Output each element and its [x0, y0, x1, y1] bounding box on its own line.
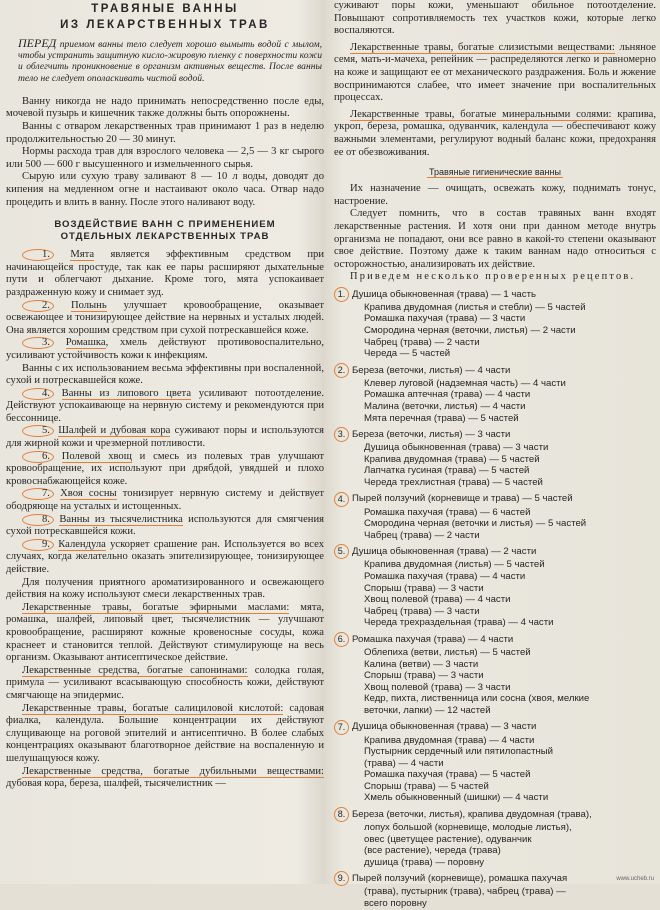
effect-item: [6, 539, 324, 577]
effect-item: [6, 300, 324, 338]
recipe-line: [334, 807, 656, 822]
group-text: крапива, укроп, береза, ромашка, одуванчик, календула — обеспечивают кожу важными элементами, регулируют водный баланс кожи, предохраняя ее от обезвоживания.: [334, 108, 656, 158]
subheading-text: Травяные гигиенические ванны: [429, 167, 561, 178]
recipe-ingredient: Хмель обыкновенный (шишки) — 4 части: [364, 792, 549, 804]
effect-number: 1.: [22, 249, 54, 261]
group-heading: Лекарственные травы, богатые минеральными солями:: [350, 108, 612, 120]
recipe-ingredient: Облепиха (ветви, листья) — 5 частей: [364, 646, 531, 658]
effect-number: 7.: [22, 488, 54, 500]
effect-item: [6, 425, 324, 450]
recipe-ingredient: овес (цветущее растение), одуванчик: [364, 833, 532, 845]
recipe-line: [334, 518, 656, 530]
group-essential-oils: [6, 602, 324, 665]
recipe-number: 4.: [334, 492, 349, 507]
recipe-line: [334, 427, 656, 442]
recipe-line: [334, 735, 656, 747]
recipe-line: [334, 544, 656, 559]
recipe-ingredient: Пустырник сердечный или пятилопастный: [364, 746, 554, 758]
paragraph-purpose: Их назначение — очищать, освежать кожу, поднимать тонус, настроение.: [334, 183, 656, 207]
recipe-ingredient: Ромашка аптечная (трава) — 4 части: [364, 389, 531, 401]
source-watermark: www.ucheb.ru: [616, 876, 654, 882]
recipe-line: [334, 442, 656, 454]
recipe-line: [334, 559, 656, 571]
recipe-ingredient: Лапчатка гусиная (трава) — 5 частей: [364, 465, 530, 477]
effect-item: [6, 451, 324, 489]
recipe-ingredient: Чабрец (трава) — 2 части: [364, 529, 480, 541]
recipe-line: [334, 682, 656, 694]
recipe-7: [334, 720, 656, 805]
effect-number: 8.: [22, 514, 54, 526]
recipe-line: [334, 389, 656, 401]
recipe-line: [334, 769, 656, 781]
effects-list: [6, 249, 324, 576]
recipe-line: [334, 507, 656, 519]
effect-herb: Ванны из тысячелистника: [59, 513, 183, 525]
recipe-ingredient: Чабрец (трава) — 3 части: [364, 605, 480, 617]
recipe-3: [334, 427, 656, 488]
left-column: [6, 0, 324, 884]
recipe-line: [334, 401, 656, 413]
recipe-line: [334, 606, 656, 618]
recipe-line: [334, 746, 656, 758]
effect-herb: Ванны из липового цвета: [61, 387, 192, 399]
effect-herb: Календула: [58, 538, 106, 550]
group-heading: Лекарственные травы, богатые эфирными маслами:: [22, 601, 290, 613]
subheading-hygienic-baths: [334, 167, 656, 177]
recipe-line: [334, 617, 656, 629]
recipe-line: [334, 583, 656, 595]
recipe-9: [334, 871, 656, 909]
recipe-5: [334, 544, 656, 629]
recipe-ingredient: Душица обыкновенная (трава) — 1 часть: [352, 288, 536, 300]
paragraph-norms: Нормы расхода трав для взрослого человека — 2,5 — 3 кг сырого или 500 — 600 г высушенного и измельченного сырья.: [6, 146, 324, 170]
recipe-2: [334, 363, 656, 424]
recipe-line: [334, 378, 656, 390]
recipe-ingredient: Спорыш (трава) — 3 части: [364, 670, 484, 682]
paragraph-preparation: Сырую или сухую траву заливают 8 — 10 л воды, доводят до кипения на медленном огне и настаивают около часа. Отвар надо процедить и влить в ванну. После этого наливают воду.: [6, 171, 324, 208]
tannins-continued: суживают поры кожи, уменьшают обильное потоотделение. Повышают сопротивляемость тех участков кожи, которые легко воспаляются.: [334, 0, 656, 37]
paragraph-mixtures: Для получения приятного ароматизированного и освежающего действия на кожу используют смеси лекарственных трав.: [6, 576, 324, 601]
recipe-line: [334, 632, 656, 647]
recipe-line: [334, 492, 656, 507]
group-heading: Лекарственные травы, богатые салициловой кислотой:: [22, 702, 284, 714]
recipe-line: [334, 857, 656, 869]
group-text: дубовая кора, береза, шалфей, тысячелистник —: [6, 778, 226, 790]
recipe-line: [334, 477, 656, 489]
recipe-ingredient: Крапива двудомная (листья и стебли) — 5 частей: [364, 301, 586, 313]
recipe-line: [334, 693, 656, 705]
effect-text: , хмель действуют противовоспалительно, усиливают устойчивость кожи к инфекциям.: [6, 337, 324, 361]
recipe-number: 2.: [334, 363, 349, 378]
group-text: мята, ромашка, шалфей, липовый цвет, тысячелистник — улучшают кровообращение, расширяют кожные кровеносные сосуды, кожа краснеет и становится теплой. Действуют стимулирующе на весь организм. Оказывают антисептическое действие.: [6, 601, 324, 664]
recipe-line: [334, 871, 656, 886]
recipe-number: 9.: [334, 871, 349, 886]
recipe-1: [334, 287, 656, 360]
effect-text: является эффективным средством при начинающейся простуде, так как ее пары расширяют дыхательные пути и облегчают дыхание. Кроме того, мята успокаивает раздраженную кожу и снимает зуд.: [6, 249, 325, 298]
effect-number: 9.: [22, 539, 54, 551]
recipe-ingredient: Крапива двудомная (листья) — 5 частей: [364, 559, 545, 571]
recipe-ingredient: Береза (веточки, листья), крапива двудомная (трава),: [352, 808, 592, 820]
recipe-ingredient: Крапива двудомная (трава) — 4 части: [364, 734, 535, 746]
effect-herb: Шалфей и дубовая кора: [58, 425, 171, 437]
intro-dropword: ПЕРЕД: [18, 36, 57, 50]
article-title-line2: ИЗ ЛЕКАРСТВЕННЫХ ТРАВ: [60, 19, 270, 31]
recipe-ingredient: душица (трава) — поровну: [364, 856, 485, 868]
recipe-ingredient: Душица обыкновенная (трава) — 3 части: [364, 442, 549, 454]
recipe-ingredient: (трава) — 4 части: [364, 757, 444, 769]
recipe-line: [334, 313, 656, 325]
recipe-line: [334, 325, 656, 337]
section-heading-line1: ВОЗДЕЙСТВИЕ ВАНН С ПРИМЕНЕНИЕМ: [54, 219, 276, 231]
group-text: садовая фиалка, календула. Большие концентрации их действуют слущивающе на роговой эпителий и антисептично. В более слабых концентрациях оказывают благотворное действие на воспаленную и шелушащуюся кожу.: [6, 702, 324, 764]
recipe-6: [334, 632, 656, 717]
recipe-line: [334, 348, 656, 360]
recipe-ingredient: Береза (веточки, листья) — 4 части: [352, 364, 511, 376]
recipe-ingredient: Ромашка пахучая (трава) — 4 части: [352, 633, 514, 645]
recipe-ingredient: Спорыш (трава) — 5 частей: [364, 780, 489, 792]
recipe-ingredient: (все растение), череда (трава): [364, 845, 501, 857]
recipe-ingredient: Ромашка пахучая (трава) — 4 части: [364, 570, 526, 582]
recipe-ingredient: Пырей ползучий (корневище и трава) — 5 частей: [352, 493, 573, 505]
intro-text: приемом ванны тело следует хорошо вымыть водой с мылом, чтобы устранить защитную кисло-жировую пленку с поверхности кожи и облегчить проникновение в организм активных веществ. После ванны тело не следует ополаскивать чистой водой.: [18, 39, 322, 84]
effect-herb: Полевой хвощ: [61, 450, 132, 462]
recipe-ingredient: Чабрец (трава) — 2 части: [364, 336, 480, 348]
group-text: солодка голая, примула — усиливают всасывающую способность кожи, действуют смягчающе на эпидермис.: [6, 664, 325, 701]
recipe-ingredient: Береза (веточки, листья) — 3 части: [352, 428, 511, 440]
group-saponins: [6, 665, 324, 703]
effect-text: улучшает кровообращение, оказывает освежающее и тонизирующее действие на нервных и усталых людей. Она является хорошим средством при сухой потрескавшейся коже.: [6, 299, 324, 336]
recipe-line: [334, 465, 656, 477]
recipe-ingredient: Крапива двудомная (трава) — 5 частей: [364, 453, 540, 465]
recipe-line: [334, 781, 656, 793]
recipe-ingredient: Калина (ветви) — 3 части: [364, 658, 479, 670]
effect-herb: Полынь: [70, 299, 107, 311]
recipe-line: [334, 886, 656, 898]
article-title-line1: ТРАВЯНЫЕ ВАННЫ: [91, 3, 239, 15]
group-mucilage: [334, 42, 656, 105]
effect-item: [6, 514, 324, 539]
recipe-ingredient: (трава), пустырник (трава), чабрец (трава) —: [364, 886, 566, 898]
effect-text: и смесь из полевых трав улучшают кровообращение, их используют при дрябдой, увядшей и плохо кровоснабжающейся коже.: [6, 450, 324, 487]
recipe-ingredient: Душица обыкновенная (трава) — 3 части: [352, 721, 537, 733]
recipe-ingredient: Хвощ полевой (трава) — 3 части: [364, 681, 511, 693]
recipe-ingredient: Ромашка пахучая (трава) — 3 части: [364, 313, 526, 325]
recipe-ingredient: Клевер луговой (надземная часть) — 4 части: [364, 377, 566, 389]
recipe-line: [334, 720, 656, 735]
recipes-list: [334, 287, 656, 910]
recipe-ingredient: Ромашка пахучая (трава) — 6 частей: [364, 506, 531, 518]
recipe-line: [334, 594, 656, 606]
recipe-line: [334, 647, 656, 659]
recipe-ingredient: веточки, лапки) — 12 частей: [364, 704, 491, 716]
recipe-ingredient: Душица обыкновенная (трава) — 2 части: [352, 546, 537, 558]
recipe-number: 7.: [334, 720, 349, 735]
effect-text: ускоряет срашение ран. Используется во всех случаях, когда желательно оказать эпителизирующее, тонизирующее действие.: [6, 538, 324, 575]
recipe-ingredient: Череда — 5 частей: [364, 348, 451, 360]
recipe-ingredient: Смородина черная (веточки, листья) — 2 части: [364, 325, 576, 337]
recipe-line: [334, 287, 656, 302]
effect-number: 2.: [22, 300, 54, 312]
recipe-line: [334, 898, 656, 910]
recipe-ingredient: Череда трехлистная (трава) — 5 частей: [364, 477, 543, 488]
recipe-line: [334, 822, 656, 834]
recipe-ingredient: всего поровну: [364, 898, 427, 910]
effect-text: используются для смягчения сухой потрескавшейся кожи.: [6, 513, 325, 538]
recipe-line: [334, 337, 656, 349]
recipe-line: [334, 413, 656, 425]
recipe-line: [334, 571, 656, 583]
group-minerals: [334, 109, 656, 159]
recipe-ingredient: Мята перечная (трава) — 5 частей: [364, 412, 519, 424]
group-text: льняное семя, мать-и-мачеха, репейник — распределяются легко и равномерно на коже и защищают ее от механического раздражения. Боль и жжение воспринимаются слабее, что имеет значение при воспалительных процессах.: [334, 41, 656, 104]
effect-herb: Ромашка: [65, 337, 106, 349]
effect-number: 4.: [22, 388, 54, 400]
recipes-intro: Приведем несколько проверенных рецептов.: [350, 271, 636, 283]
recipe-line: [334, 530, 656, 542]
recipe-line: [334, 302, 656, 314]
recipe-ingredient: лопух большой (корневище, молодые листья),: [364, 822, 572, 834]
recipe-number: 3.: [334, 427, 349, 442]
recipe-ingredient: Малина (веточки, листья) — 4 части: [364, 401, 526, 413]
effect-item: [6, 388, 324, 426]
recipe-ingredient: Хвощ полевой (трава) — 4 части: [364, 594, 511, 606]
section-heading-line2: ОТДЕЛЬНЫХ ЛЕКАРСТВЕННЫХ ТРАВ: [60, 231, 270, 243]
recipe-ingredient: Череда трехраздельная (трава) — 4 части: [364, 617, 554, 629]
right-column: [334, 0, 656, 910]
recipe-line: [334, 454, 656, 466]
effect-text: тонизирует нервную систему и действует ободряюще на усталых и истощенных.: [6, 488, 324, 513]
effect-item: [6, 363, 324, 388]
group-heading: Лекарственные средства, богатые дубильными веществами:: [22, 765, 324, 777]
effect-text: усиливают потоотделение. Действуют успокаивающе на нервную систему и рекомендуются при бессоннице.: [6, 387, 324, 424]
effect-text: Ванны с их использованием весьма эффективны при воспаленной, сухой и потрескавшейся коже.: [6, 362, 324, 387]
recipe-4: [334, 492, 656, 542]
recipe-number: 8.: [334, 807, 349, 822]
effect-item: [6, 488, 324, 513]
recipe-number: 5.: [334, 544, 349, 559]
paragraph-after-meal: Ванну никогда не надо принимать непосредственно после еды, мочевой пузырь и кишечник также должны быть опорожнены.: [6, 95, 324, 120]
recipe-ingredient: Пырей ползучий (корневище), ромашка пахучая: [352, 873, 568, 885]
effect-number: 5.: [22, 425, 54, 437]
group-tannins: [6, 766, 324, 791]
effect-number: 6.: [22, 451, 54, 463]
recipe-ingredient: Кедр, пихта, лиственница или сосна (хвоя, мелкие: [364, 693, 590, 705]
recipe-line: [334, 659, 656, 671]
paragraph-remember: Следует помнить, что в состав травяных ванн входят лекарственные растения. И хотя они при данном методе внутрь организма не попадают, они все равно в какой-то степени оказывают свое действие. Поэтому даже к таким ваннам надо относиться с осторожностью, анализировать их действие.: [334, 208, 656, 270]
paragraph-frequency: Ванны с отваром лекарственных трав принимают 1 раз в неделю продолжительностью 20 — 30 минут.: [6, 121, 324, 145]
group-salicylic: [6, 703, 324, 766]
recipe-line: [334, 705, 656, 717]
recipe-ingredient: Ромашка пахучая (трава) — 5 частей: [364, 769, 531, 781]
group-heading: Лекарственные травы, богатые слизистыми веществами:: [350, 41, 615, 53]
effect-herb: Хвоя сосны: [60, 488, 117, 500]
group-heading: Лекарственные средства, богатые сапонинами:: [22, 664, 248, 676]
recipe-line: [334, 670, 656, 682]
recipe-line: [334, 363, 656, 378]
effect-text: суживают поры и используются для жирной кожи и чрезмерной потливости.: [6, 425, 324, 450]
recipe-number: 6.: [334, 632, 349, 647]
recipe-line: [334, 834, 656, 846]
recipe-number: 1.: [334, 287, 349, 302]
effect-item: [6, 249, 324, 299]
recipe-line: [334, 792, 656, 804]
effect-number: 3.: [22, 337, 54, 349]
recipe-line: [334, 845, 656, 857]
recipe-8: [334, 807, 656, 868]
effect-item: [6, 337, 324, 362]
recipe-ingredient: Спорыш (трава) — 3 части: [364, 582, 484, 594]
recipe-ingredient: Смородина черная (веточки и листья) — 5 частей: [364, 518, 587, 530]
recipe-line: [334, 758, 656, 770]
effect-herb: Мята: [70, 249, 95, 261]
intro-paragraph: [18, 38, 322, 84]
